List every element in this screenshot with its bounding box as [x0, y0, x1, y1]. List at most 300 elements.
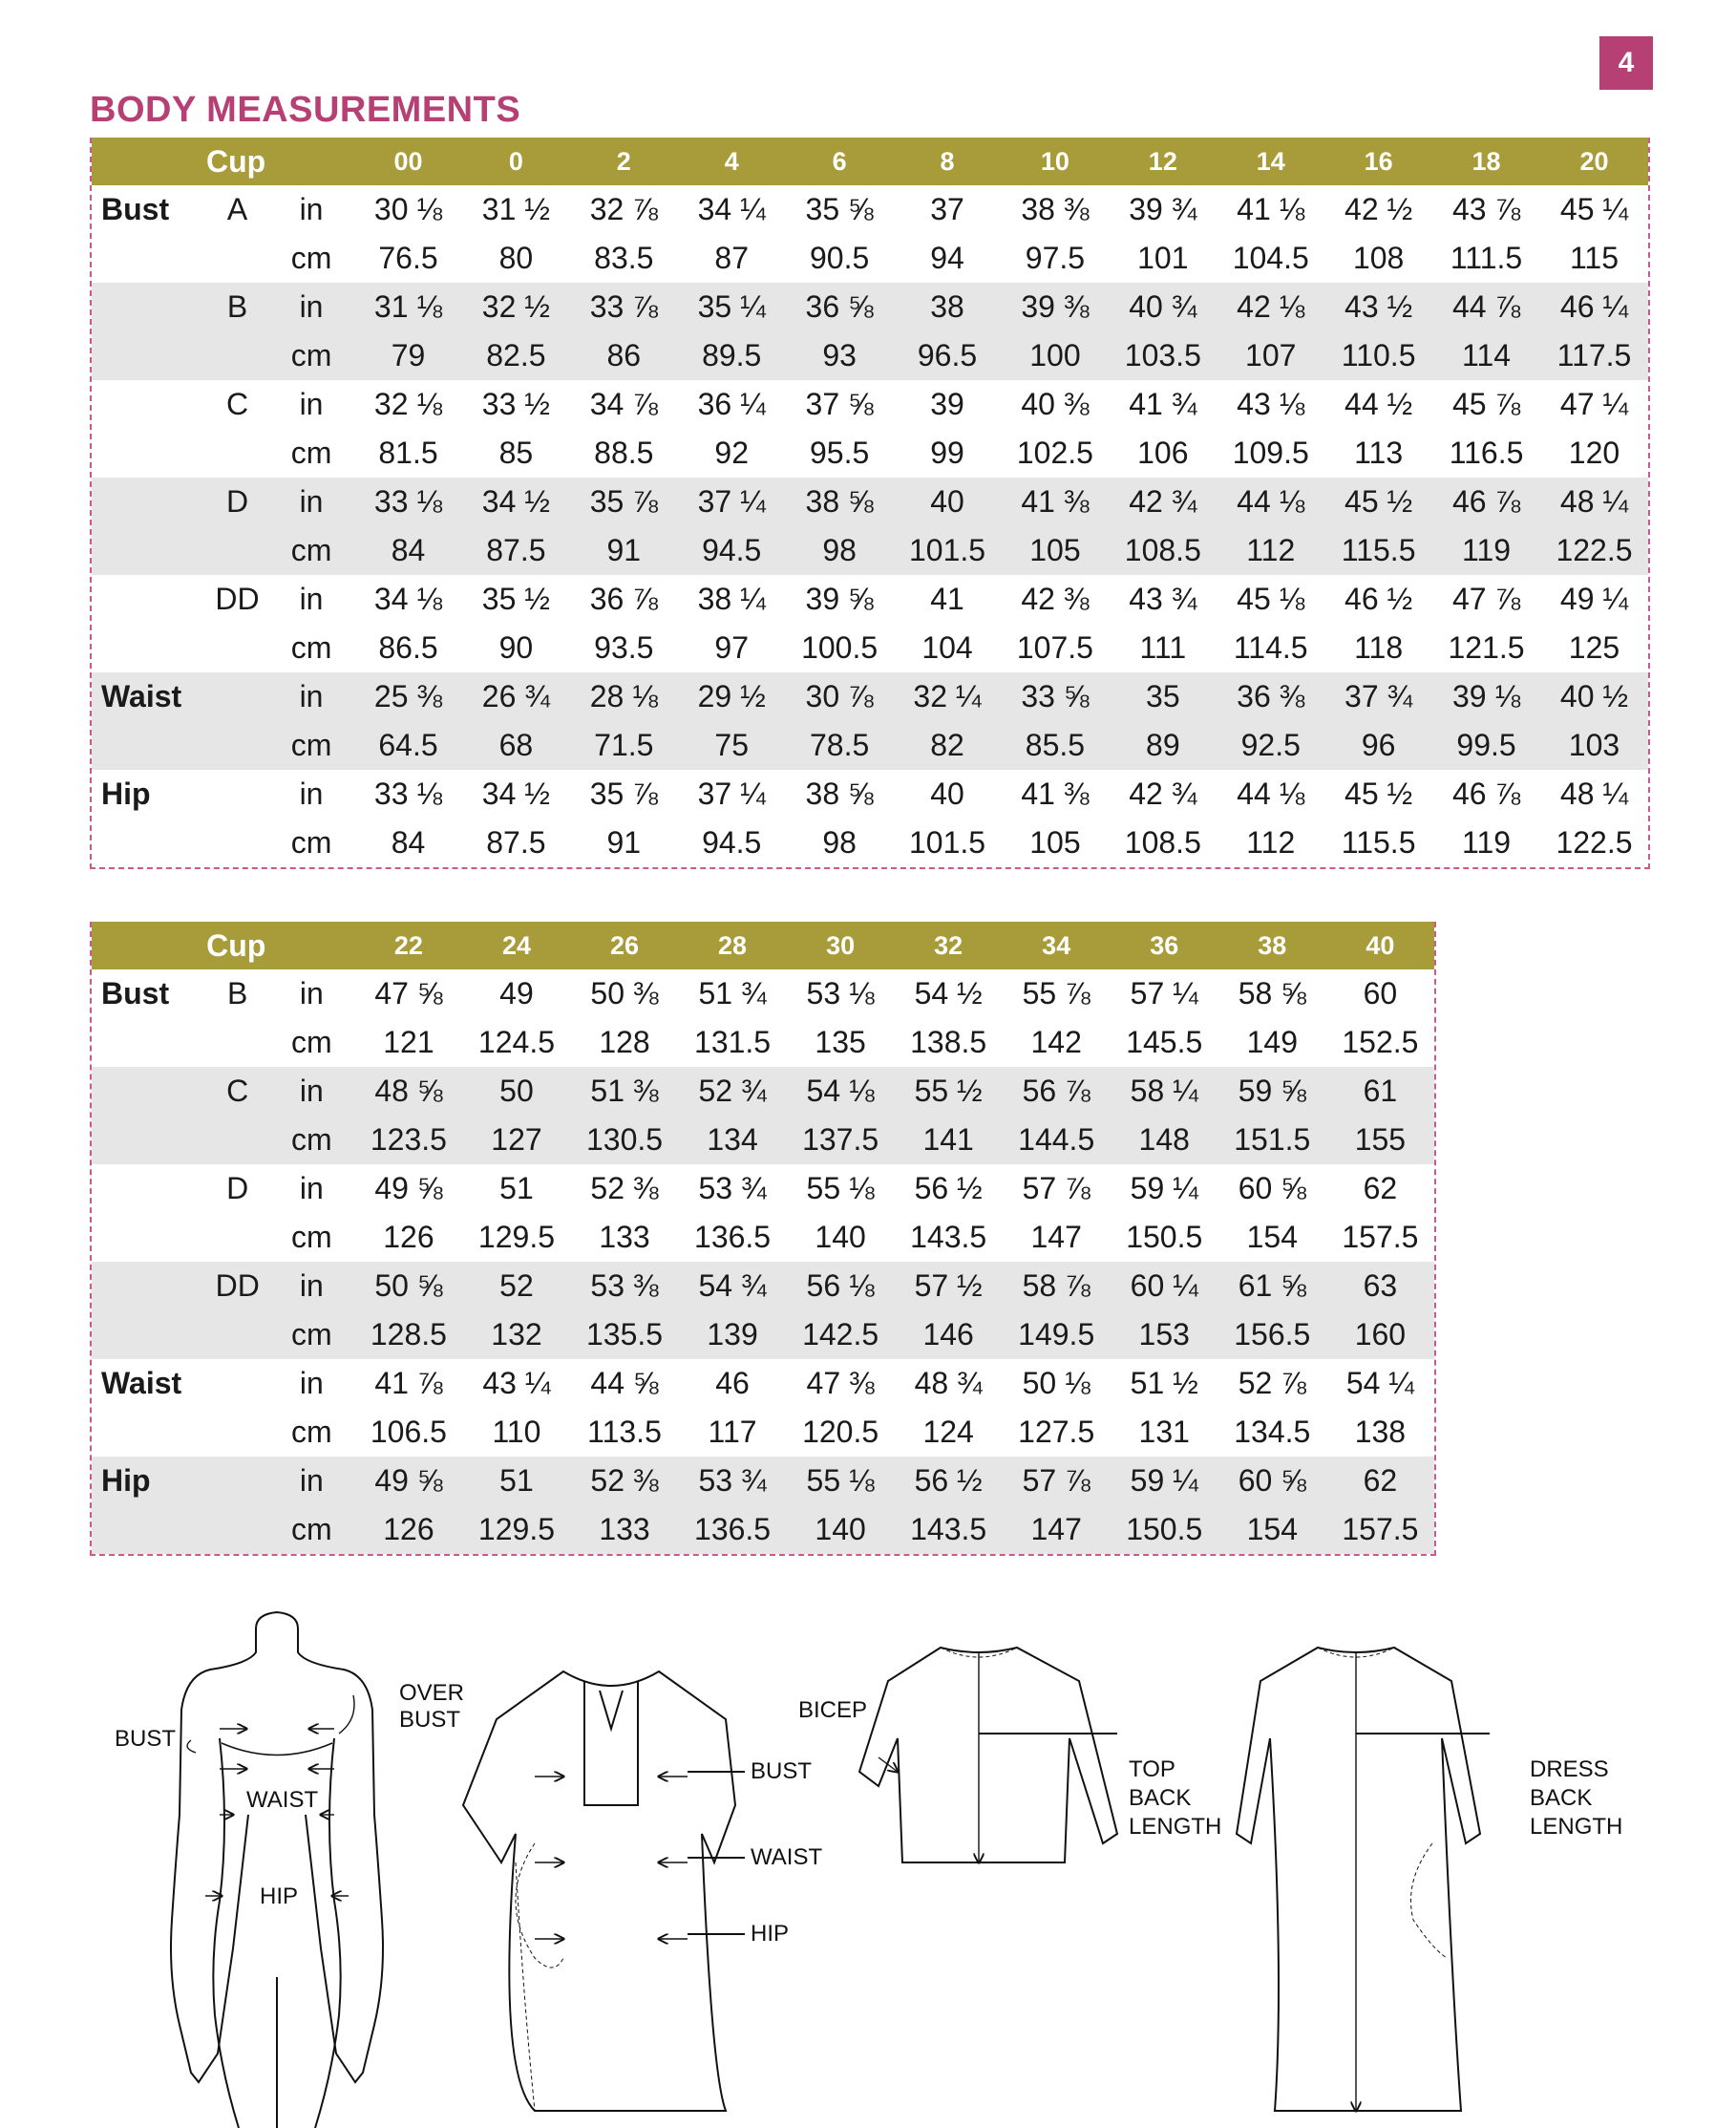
measurement-value: 36 ⅝: [786, 283, 894, 331]
measurement-value: 131.5: [694, 1025, 772, 1059]
measurement-value: 101: [1137, 241, 1189, 275]
measurement-value: 128.5: [354, 1310, 462, 1359]
measurement-value: 31 ⅛: [354, 283, 462, 331]
cup-label: [206, 1116, 268, 1164]
unit-label: in: [299, 1171, 324, 1205]
measurement-value: 107: [1217, 331, 1324, 380]
measure-label: Hip: [101, 777, 151, 811]
measurement-value: 90: [498, 630, 534, 665]
cup-label: [206, 1213, 268, 1262]
measure-label: [92, 819, 206, 867]
measurement-value: 42 ¾: [1129, 777, 1197, 811]
size-header: 20: [1540, 138, 1648, 185]
measurement-value: 44 ⅝: [590, 1366, 659, 1400]
measurement-value: 41 ¾: [1129, 387, 1197, 421]
measurement-value: 58 ⅝: [1238, 976, 1306, 1011]
measurement-value: 54 ⅛: [787, 1067, 895, 1116]
measurement-value: 150.5: [1111, 1505, 1218, 1554]
measurement-value: 31 ½: [481, 192, 550, 226]
measurement-value: 33 ⅛: [354, 478, 462, 526]
measurement-value: 32 ⅛: [373, 387, 443, 421]
measurement-value: 44 ½: [1344, 387, 1413, 421]
measurement-value: 26 ¾: [462, 672, 570, 721]
measurement-value: 88.5: [594, 436, 654, 470]
measurement-value: 157.5: [1326, 1505, 1434, 1554]
header-blank: [92, 138, 206, 185]
cup-label: [206, 819, 268, 867]
dress-back-diagram: [1237, 1648, 1490, 2111]
cup-label: [206, 721, 268, 770]
header-blank: [268, 138, 354, 185]
measurement-value: 52 ¾: [679, 1067, 787, 1116]
measurement-value: 42 ⅛: [1217, 283, 1324, 331]
measurement-value: 38 ⅜: [1021, 192, 1090, 226]
dress-waist-label: WAIST: [751, 1844, 823, 1870]
table-row: [92, 234, 1648, 283]
measurement-value: 49: [499, 976, 534, 1011]
unit-label: in: [299, 777, 324, 811]
measurement-value: 103.5: [1109, 331, 1217, 380]
measurement-value: 45 ⅞: [1451, 387, 1521, 421]
unit-label: in: [268, 1262, 354, 1310]
measurement-value: 128: [599, 1025, 650, 1059]
measurement-value: 84: [354, 526, 462, 575]
measurement-value: 37 ¾: [1324, 672, 1432, 721]
cup-label: [206, 429, 268, 478]
measurement-value: 53 ⅛: [806, 976, 875, 1011]
size-header: 38: [1218, 922, 1326, 969]
measurement-value: 54 ½: [914, 976, 983, 1011]
measure-label: [92, 331, 206, 380]
measurement-value: 86: [570, 331, 678, 380]
measurement-value: 57 ¼: [1130, 976, 1198, 1011]
measurement-value: 108.5: [1109, 526, 1217, 575]
measurement-value: 49 ⅝: [374, 1171, 443, 1205]
measurement-value: 135.5: [570, 1310, 678, 1359]
measure-label: [92, 526, 206, 575]
measurement-value: 154: [1218, 1505, 1326, 1554]
measurement-value: 51: [462, 1457, 570, 1505]
unit-label: in: [268, 283, 354, 331]
measurement-value: 40: [894, 478, 1002, 526]
unit-label: in: [268, 1067, 354, 1116]
measurement-value: 85.5: [1001, 721, 1109, 770]
measurement-value: 147: [1003, 1505, 1111, 1554]
measurement-value: 89.5: [678, 331, 786, 380]
measurement-value: 94: [930, 241, 964, 275]
measure-label: [92, 1067, 206, 1116]
measurement-value: 76.5: [378, 241, 438, 275]
measurement-value: 134.5: [1234, 1415, 1311, 1449]
measurement-value: 46 ⅞: [1432, 478, 1540, 526]
measurement-value: 55 ½: [895, 1067, 1003, 1116]
cup-header: Cup: [206, 922, 268, 969]
measurement-value: 108: [1352, 241, 1405, 275]
measurement-value: 48 ⅝: [354, 1067, 462, 1116]
measure-label: [92, 575, 206, 624]
measurement-value: 120.5: [802, 1415, 879, 1449]
measurement-value: 41: [930, 582, 964, 616]
measurement-value: 125: [1568, 630, 1620, 665]
table-row: [92, 429, 1648, 478]
dress-back-label-3: LENGTH: [1530, 1814, 1623, 1840]
measurement-value: 75: [678, 721, 786, 770]
dress-bust-label: BUST: [751, 1758, 813, 1784]
table-body: [92, 969, 1434, 1554]
table-row: [92, 819, 1648, 867]
unit-label: in: [299, 1366, 324, 1400]
measurement-value: 101.5: [908, 825, 986, 860]
unit-label: cm: [290, 241, 332, 275]
measurement-value: 117: [708, 1415, 757, 1449]
unit-label: cm: [290, 436, 332, 470]
unit-label: in: [299, 192, 324, 226]
measurement-value: 40 ⅜: [1021, 387, 1090, 421]
cup-label: [206, 331, 268, 380]
unit-label: in: [268, 1457, 354, 1505]
measure-label: [92, 1213, 206, 1262]
measurement-value: 64.5: [354, 721, 462, 770]
measurement-value: 45 ½: [1324, 478, 1432, 526]
table-row: [92, 672, 1648, 721]
measurement-value: 40 ½: [1540, 672, 1648, 721]
measurement-value: 55 ⅞: [1022, 976, 1090, 1011]
measurement-value: 44 ⅛: [1217, 478, 1324, 526]
measurement-value: 79: [354, 331, 462, 380]
cup-label: [206, 1408, 268, 1457]
measurement-value: 46: [715, 1366, 750, 1400]
measurement-value: 38: [894, 283, 1002, 331]
measurement-value: 62: [1326, 1457, 1434, 1505]
size-header: 4: [678, 138, 786, 185]
page-title: BODY MEASUREMENTS: [90, 90, 521, 130]
measurement-value: 41 ⅜: [1021, 777, 1090, 811]
unit-label: cm: [268, 331, 354, 380]
cup-label: A: [226, 192, 248, 226]
table-row: [92, 380, 1648, 429]
table-row: [92, 478, 1648, 526]
dress-hip-label: HIP: [751, 1921, 790, 1947]
measurement-value: 62: [1363, 1171, 1398, 1205]
measurement-value: 35: [1109, 672, 1217, 721]
measurement-value: 61: [1326, 1067, 1434, 1116]
measurement-value: 51 ½: [1130, 1366, 1198, 1400]
cup-label: [206, 1359, 268, 1408]
table-body: [92, 185, 1648, 867]
measurement-value: 43 ½: [1324, 283, 1432, 331]
measurement-value: 30 ⅞: [786, 672, 894, 721]
measurement-value: 41 ⅞: [374, 1366, 443, 1400]
measurement-value: 82: [894, 721, 1002, 770]
measurement-value: 34 ⅞: [589, 387, 658, 421]
table-row: [92, 770, 1648, 819]
measure-label: [92, 1262, 206, 1310]
measurement-value: 60: [1363, 976, 1398, 1011]
measurement-value: 105: [1001, 526, 1109, 575]
measurement-value: 36 ⅜: [1217, 672, 1324, 721]
measurement-value: 138.5: [910, 1025, 987, 1059]
measurement-value: 42 ⅜: [1021, 582, 1090, 616]
measurement-value: 40: [930, 777, 964, 811]
size-header: 28: [679, 922, 787, 969]
measurement-value: 29 ½: [678, 672, 786, 721]
measurement-value: 54 ¾: [679, 1262, 787, 1310]
unit-label: cm: [291, 1220, 332, 1254]
measurement-value: 43 ¾: [1129, 582, 1197, 616]
body-bust-label: BUST: [115, 1726, 177, 1752]
measurement-value: 94.5: [678, 526, 786, 575]
top-back-label-2: BACK: [1129, 1785, 1192, 1811]
table-row: [92, 624, 1648, 672]
measure-label: [92, 478, 206, 526]
measurement-value: 98: [822, 825, 857, 860]
measure-label: [92, 429, 206, 478]
cup-label: C: [225, 387, 249, 421]
measurement-value: 49 ¼: [1559, 582, 1629, 616]
measurement-value: 117.5: [1540, 331, 1648, 380]
measure-label: Bust: [101, 192, 170, 226]
measurement-value: 113: [1354, 436, 1404, 470]
size-header: 0: [462, 138, 570, 185]
measurement-value: 80: [498, 241, 534, 275]
unit-label: cm: [290, 630, 332, 665]
measurement-value: 36 ⅞: [589, 582, 658, 616]
measurement-value: 121: [383, 1025, 434, 1059]
measurement-value: 129.5: [477, 1220, 555, 1254]
measurement-value: 104: [921, 630, 973, 665]
table-row: [92, 331, 1648, 380]
measurement-value: 129.5: [462, 1505, 570, 1554]
size-header: 24: [462, 922, 570, 969]
measurement-value: 104.5: [1232, 241, 1309, 275]
measure-label: Bust: [101, 976, 170, 1011]
measurement-value: 56 ⅛: [787, 1262, 895, 1310]
measurement-value: 56 ⅞: [1003, 1067, 1111, 1116]
unit-label: cm: [291, 1025, 332, 1059]
measurement-value: 61 ⅝: [1218, 1262, 1326, 1310]
measurement-value: 147: [1030, 1220, 1082, 1254]
measurement-value: 82.5: [462, 331, 570, 380]
measurement-value: 97: [714, 630, 749, 665]
dress-front-diagram: [463, 1671, 745, 2111]
measurement-value: 47 ⅝: [374, 976, 443, 1011]
cup-label: B: [206, 283, 268, 331]
measurement-value: 59 ⅝: [1218, 1067, 1326, 1116]
measurement-value: 34 ⅛: [373, 582, 443, 616]
measure-label: [92, 1018, 206, 1067]
measurement-value: 144.5: [1003, 1116, 1111, 1164]
cup-label: D: [206, 478, 268, 526]
measurement-value: 112: [1246, 825, 1296, 860]
measurement-value: 50 ⅛: [1022, 1366, 1090, 1400]
measurement-value: 116.5: [1449, 436, 1524, 470]
measure-label: Hip: [92, 1457, 206, 1505]
measurement-value: 37 ⅝: [805, 387, 874, 421]
measurement-value: 106.5: [370, 1415, 447, 1449]
cup-label: DD: [215, 582, 260, 616]
measurement-value: 60 ¼: [1111, 1262, 1218, 1310]
size-header: 8: [894, 138, 1002, 185]
measurement-value: 50 ⅝: [354, 1262, 462, 1310]
measurement-value: 47 ¼: [1559, 387, 1629, 421]
measurement-value: 101.5: [894, 526, 1002, 575]
measurement-value: 48 ¼: [1559, 777, 1629, 811]
size-header: 18: [1432, 138, 1540, 185]
measurement-value: 45 ½: [1344, 777, 1413, 811]
measurement-value: 89: [1109, 721, 1217, 770]
measurement-value: 32 ¼: [894, 672, 1002, 721]
measurement-value: 41 ⅜: [1001, 478, 1109, 526]
measurement-value: 47 ⅞: [1451, 582, 1521, 616]
measurement-value: 113.5: [587, 1415, 662, 1449]
measure-label: Waist: [92, 672, 206, 721]
measurement-value: 37: [930, 192, 964, 226]
measurement-value: 48 ¾: [914, 1366, 983, 1400]
measurement-value: 121.5: [1448, 630, 1525, 665]
table-row: [92, 1505, 1434, 1554]
measurement-value: 54 ¼: [1345, 1366, 1414, 1400]
measurement-value: 43 ⅞: [1451, 192, 1521, 226]
measurement-value: 47 ⅜: [806, 1366, 875, 1400]
measurement-value: 136.5: [694, 1220, 772, 1254]
measurement-value: 150.5: [1126, 1220, 1203, 1254]
unit-label: cm: [268, 721, 354, 770]
measurement-value: 52: [462, 1262, 570, 1310]
unit-label: cm: [290, 825, 332, 860]
measurement-value: 110.5: [1324, 331, 1432, 380]
measurement-value: 142.5: [787, 1310, 895, 1359]
table-header-row: [92, 138, 1648, 185]
table-row: [92, 526, 1648, 575]
measurement-value: 131: [1138, 1415, 1190, 1449]
measurement-value: 103: [1540, 721, 1648, 770]
unit-label: cm: [268, 1310, 354, 1359]
measurement-value: 33 ⅛: [373, 777, 443, 811]
unit-label: cm: [291, 1415, 332, 1449]
size-header: 12: [1109, 138, 1217, 185]
unit-label: cm: [268, 1505, 354, 1554]
measurement-value: 94.5: [702, 825, 762, 860]
measurement-value: 53 ⅜: [570, 1262, 678, 1310]
measurement-value: 43 ¼: [482, 1366, 551, 1400]
measurement-value: 32 ⅞: [589, 192, 658, 226]
measurement-value: 33 ½: [481, 387, 550, 421]
measurement-value: 109.5: [1232, 436, 1309, 470]
measurement-value: 157.5: [1342, 1220, 1419, 1254]
measurement-value: 138: [1354, 1415, 1407, 1449]
measurement-value: 58 ⅞: [1003, 1262, 1111, 1310]
table-row: [92, 969, 1434, 1018]
measurement-value: 35 ⅝: [805, 192, 874, 226]
table-row: [92, 283, 1648, 331]
dress-back-label-2: BACK: [1530, 1785, 1593, 1811]
measure-label: [92, 234, 206, 283]
measurement-value: 33 ⅞: [570, 283, 678, 331]
measurement-value: 39 ⅜: [1001, 283, 1109, 331]
cup-header: Cup: [206, 138, 268, 185]
measurement-diagrams: [0, 1576, 1736, 2128]
measurement-value: 25 ⅜: [354, 672, 462, 721]
size-header: 34: [1003, 922, 1111, 969]
measure-label: Waist: [101, 1366, 182, 1400]
body-waist-label: WAIST: [246, 1787, 319, 1813]
cup-label: [206, 1505, 268, 1554]
unit-label: in: [268, 672, 354, 721]
measurement-value: 142: [1030, 1025, 1082, 1059]
measurement-value: 37 ¼: [697, 777, 766, 811]
measurement-value: 96.5: [894, 331, 1002, 380]
measurement-value: 57 ½: [895, 1262, 1003, 1310]
table-row: [92, 721, 1648, 770]
measurement-value: 149.5: [1003, 1310, 1111, 1359]
measurement-value: 127.5: [1018, 1415, 1095, 1449]
cup-label: D: [226, 1171, 249, 1205]
measurement-value: 110: [492, 1415, 541, 1449]
measurement-value: 160: [1326, 1310, 1434, 1359]
table-row: [92, 575, 1648, 624]
measurement-value: 42 ½: [1344, 192, 1413, 226]
measurement-value: 38 ⅝: [786, 478, 894, 526]
measurement-value: 68: [462, 721, 570, 770]
measurement-value: 60 ⅝: [1218, 1457, 1326, 1505]
measurement-value: 35 ¼: [678, 283, 786, 331]
size-header: 14: [1217, 138, 1324, 185]
measurement-value: 60 ⅝: [1238, 1171, 1306, 1205]
measurement-value: 127: [462, 1116, 570, 1164]
measure-label: [92, 1310, 206, 1359]
cup-label: [206, 234, 268, 283]
over-bust-label-1: OVER: [399, 1680, 465, 1706]
unit-label: cm: [268, 526, 354, 575]
top-back-label-1: TOP: [1129, 1756, 1175, 1782]
measurement-value: 42 ¾: [1109, 478, 1217, 526]
measurement-value: 46 ¼: [1540, 283, 1648, 331]
bicep-label: BICEP: [798, 1697, 868, 1723]
measurement-value: 133: [570, 1505, 678, 1554]
measurement-value: 108.5: [1124, 825, 1201, 860]
measurement-value: 99.5: [1432, 721, 1540, 770]
measurement-value: 55 ⅛: [787, 1457, 895, 1505]
measurement-value: 133: [599, 1220, 650, 1254]
measurement-value: 145.5: [1126, 1025, 1203, 1059]
table-row: [92, 1213, 1434, 1262]
measurement-value: 93.5: [594, 630, 654, 665]
measurement-value: 114.5: [1233, 630, 1308, 665]
measurement-value: 35 ⅞: [570, 478, 678, 526]
measurement-value: 57 ⅞: [1022, 1171, 1090, 1205]
measurement-value: 143.5: [895, 1505, 1003, 1554]
measurement-value: 153: [1111, 1310, 1218, 1359]
measurement-value: 55 ⅛: [806, 1171, 875, 1205]
measurement-value: 52 ⅜: [570, 1457, 678, 1505]
measurement-value: 43 ⅛: [1237, 387, 1305, 421]
measurement-value: 118: [1354, 630, 1404, 665]
table-row: [92, 1018, 1434, 1067]
measurement-value: 35 ½: [481, 582, 550, 616]
measurement-value: 59 ¼: [1111, 1457, 1218, 1505]
measurement-value: 46 ½: [1344, 582, 1413, 616]
cup-label: [206, 624, 268, 672]
measurement-value: 93: [786, 331, 894, 380]
measure-label: [92, 1408, 206, 1457]
measurement-value: 51 ⅜: [570, 1067, 678, 1116]
measurement-value: 52 ⅞: [1238, 1366, 1306, 1400]
cup-label: [206, 1310, 268, 1359]
cup-label: [206, 1018, 268, 1067]
measurement-value: 39 ⅝: [805, 582, 874, 616]
measurement-value: 96: [1324, 721, 1432, 770]
measurement-value: 52 ⅜: [590, 1171, 659, 1205]
